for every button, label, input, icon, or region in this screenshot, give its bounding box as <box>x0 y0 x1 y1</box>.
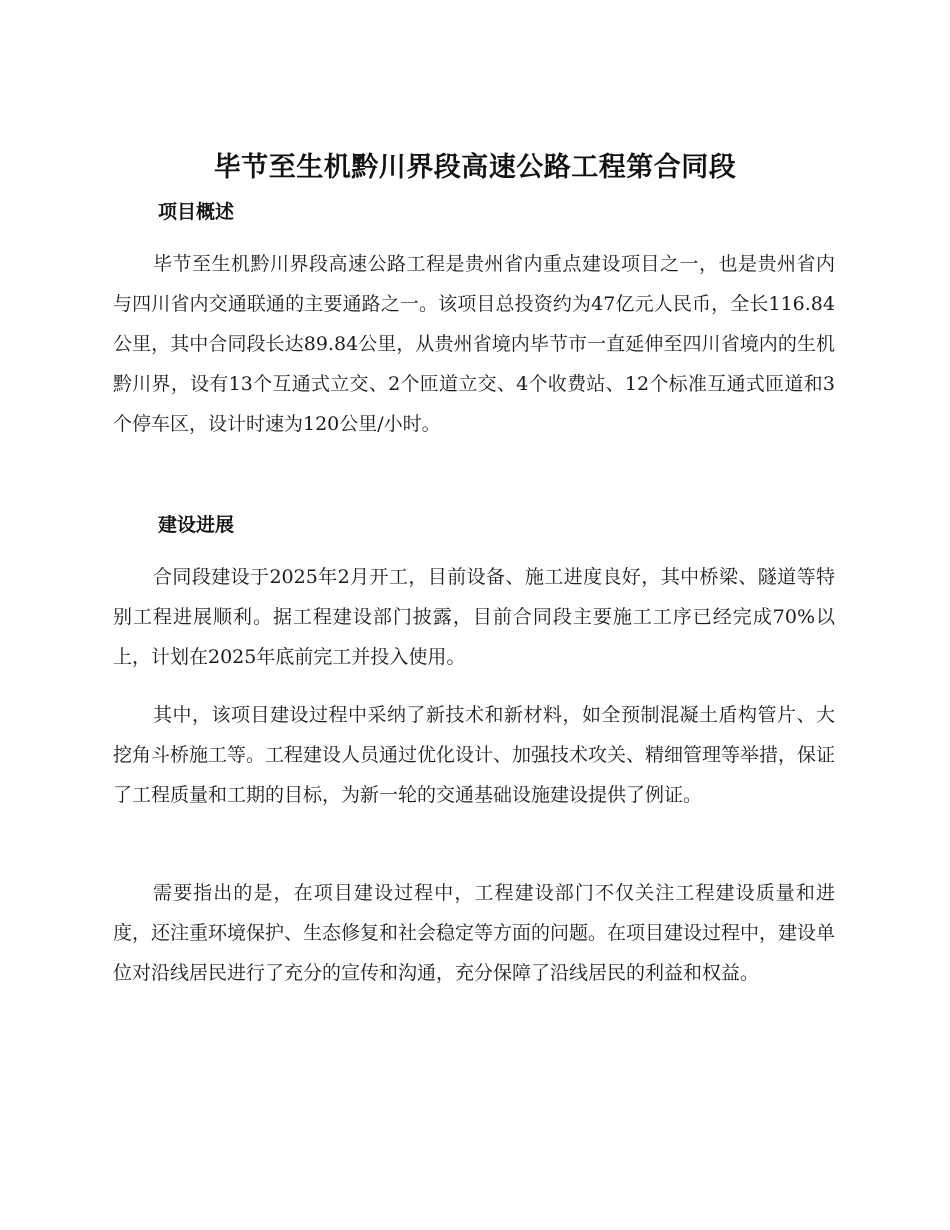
section-heading-progress: 建设进展 <box>158 514 235 536</box>
paragraph: 合同段建设于2025年2月开工，目前设备、施工进度良好，其中桥梁、隧道等特别工程进展顺利。据工程建设部门披露，目前合同段主要施工工序已经完成70%以上，计划在2025年底前完工并投入使用。 <box>113 566 835 668</box>
document-title: 毕节至生机黔川界段高速公路工程第合同段 <box>213 152 737 183</box>
paragraph: 毕节至生机黔川界段高速公路工程是贵州省内重点建设项目之一，也是贵州省内与四川省内交通联通的主要通路之一。该项目总投资约为47亿元人民币，全长116.84公里，其中合同段长达89.84公里，从贵州省境内毕节市一直延伸至四川省境内的生机黔川界，设有13个互通式立交、2个匝道立交、4个收费站、12个标准互通式匝道和3个停车区，设计时速为120公里/小时。 <box>113 253 835 435</box>
paragraph: 需要指出的是，在项目建设过程中，工程建设部门不仅关注工程建设质量和进度，还注重环境保护、生态修复和社会稳定等方面的问题。在项目建设过程中，建设单位对沿线居民进行了充分的宣传和沟通，充分保障了沿线居民的利益和权益。 <box>113 882 836 984</box>
paragraph: 其中，该项目建设过程中采纳了新技术和新材料，如全预制混凝土盾构管片、大挖角斗桥施工等。工程建设人员通过优化设计、加强技术攻关、精细管理等举措，保证了工程质量和工期的目标，为新一轮的交通基础设施建设提供了例证。 <box>113 704 836 806</box>
section-heading-overview: 项目概述 <box>158 201 235 223</box>
